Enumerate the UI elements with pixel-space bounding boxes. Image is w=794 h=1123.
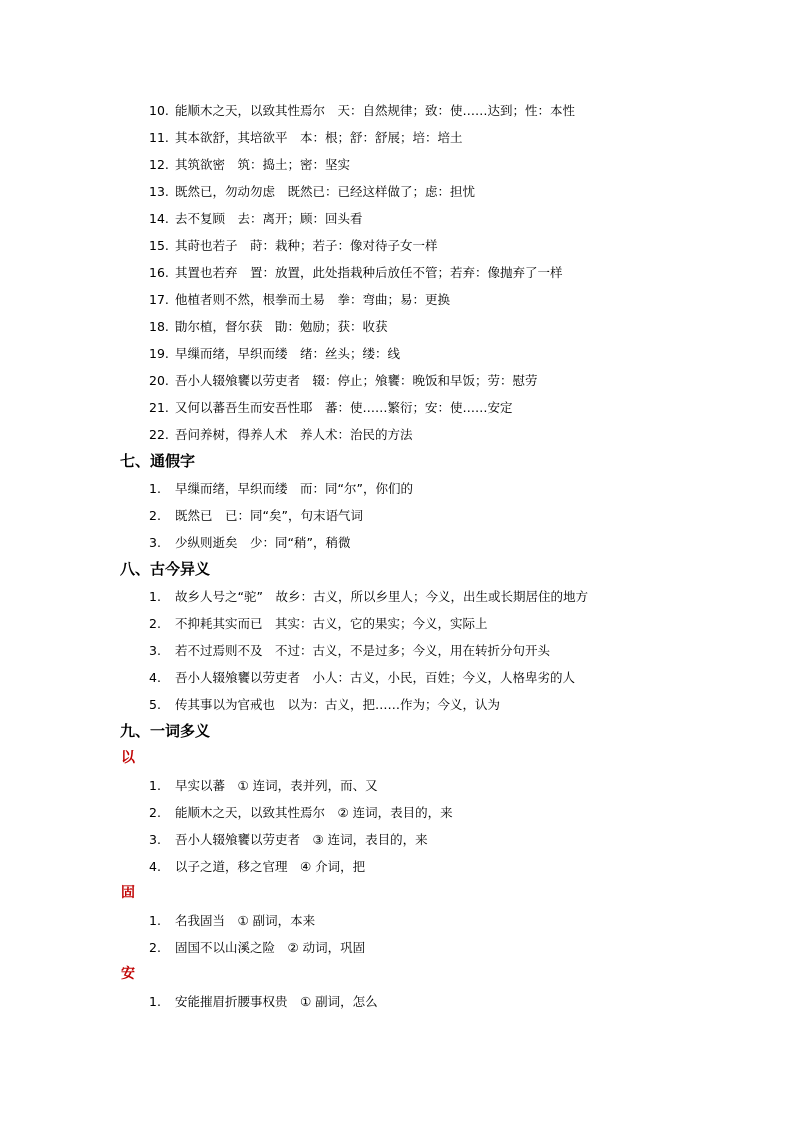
word-gu-list xyxy=(0,907,794,961)
list-item: 2. 固国不以山溪之险 ② 动词，巩固 xyxy=(149,940,366,955)
list-item: 16. 其置也若弃 置：放置，此处指栽种后放任不管；若弃：像抛弃了一样 xyxy=(149,265,563,280)
list-item: 1. 早实以蕃 ① 连词，表并列，而、又 xyxy=(149,778,378,793)
list-item: 1. 故乡人号之“驼” 故乡：古义，所以乡里人；今义，出生或长期居住的地方 xyxy=(149,589,588,604)
list-item: 14. 去不复顾 去：离开；顾：回头看 xyxy=(149,211,363,226)
list-item: 4. 以子之道，移之官理 ④ 介词，把 xyxy=(149,859,366,874)
list-item: 12. 其筑欲密 筑：捣土；密：坚实 xyxy=(149,157,351,172)
section-heading-tongjiazi: 七、通假字 xyxy=(120,452,196,470)
list-item: 21. 又何以蕃吾生而安吾性耶 蕃：使……繁衍；安：使……安定 xyxy=(149,400,513,415)
tongjiazi-list xyxy=(0,475,794,556)
list-item: 20. 吾小人辍飧饔以劳吏者 辍：停止；飧饔：晚饭和早饭；劳：慰劳 xyxy=(149,373,538,388)
word-yi-list xyxy=(0,772,794,880)
list-item: 18. 勖尔植，督尔获 勖：勉励；获：收获 xyxy=(149,319,388,334)
list-item: 5. 传其事以为官戒也 以为：古义，把……作为；今义，认为 xyxy=(149,697,501,712)
list-item: 22. 吾问养树，得养人术 养人术：治民的方法 xyxy=(149,427,413,442)
list-item: 1. 安能摧眉折腰事权贵 ① 副词，怎么 xyxy=(149,994,378,1009)
list-item: 4. 吾小人辍飧饔以劳吏者 小人：古义，小民，百姓；今义，人格卑劣的人 xyxy=(149,670,576,685)
list-item: 1. 名我固当 ① 副词，本来 xyxy=(149,913,316,928)
list-item: 13. 既然已，勿动勿虑 既然已：已经这样做了；虑：担忧 xyxy=(149,184,476,199)
list-item: 17. 他植者则不然，根拳而土易 拳：弯曲；易：更换 xyxy=(149,292,451,307)
list-item: 10. 能顺木之天，以致其性焉尔 天：自然规律；致：使……达到；性：本性 xyxy=(149,103,576,118)
word-heading-yi: 以 xyxy=(121,750,135,766)
vocab-list-continued xyxy=(0,97,794,448)
gujin-yiyi-list xyxy=(0,583,794,718)
section-heading-gujin-yiyi: 八、古今异义 xyxy=(120,560,211,578)
word-heading-an: 安 xyxy=(121,966,135,982)
document-content xyxy=(0,97,794,1015)
word-an-list xyxy=(0,988,794,1015)
list-item: 2. 不抑耗其实而已 其实：古义，它的果实；今义，实际上 xyxy=(149,616,488,631)
list-item: 3. 少纵则逝矣 少：同“稍”，稍微 xyxy=(149,535,351,550)
word-heading-gu: 固 xyxy=(121,885,135,901)
section-heading-yici-duoyi: 九、一词多义 xyxy=(120,722,211,740)
list-item: 3. 吾小人辍飧饔以劳吏者 ③ 连词，表目的，来 xyxy=(149,832,428,847)
list-item: 1. 早缫而绪，早织而缕 而：同“尔”，你们的 xyxy=(149,481,413,496)
list-item: 2. 能顺木之天，以致其性焉尔 ② 连词，表目的，来 xyxy=(149,805,453,820)
list-item: 11. 其本欲舒，其培欲平 本：根；舒：舒展；培：培土 xyxy=(149,130,463,145)
list-item: 3. 若不过焉则不及 不过：古义，不是过多；今义，用在转折分句开头 xyxy=(149,643,551,658)
list-item: 19. 早缫而绪，早织而缕 绪：丝头；缕：线 xyxy=(149,346,401,361)
list-item: 15. 其莳也若子 莳：栽种；若子：像对待子女一样 xyxy=(149,238,438,253)
list-item: 2. 既然已 已：同“矣”，句末语气词 xyxy=(149,508,363,523)
